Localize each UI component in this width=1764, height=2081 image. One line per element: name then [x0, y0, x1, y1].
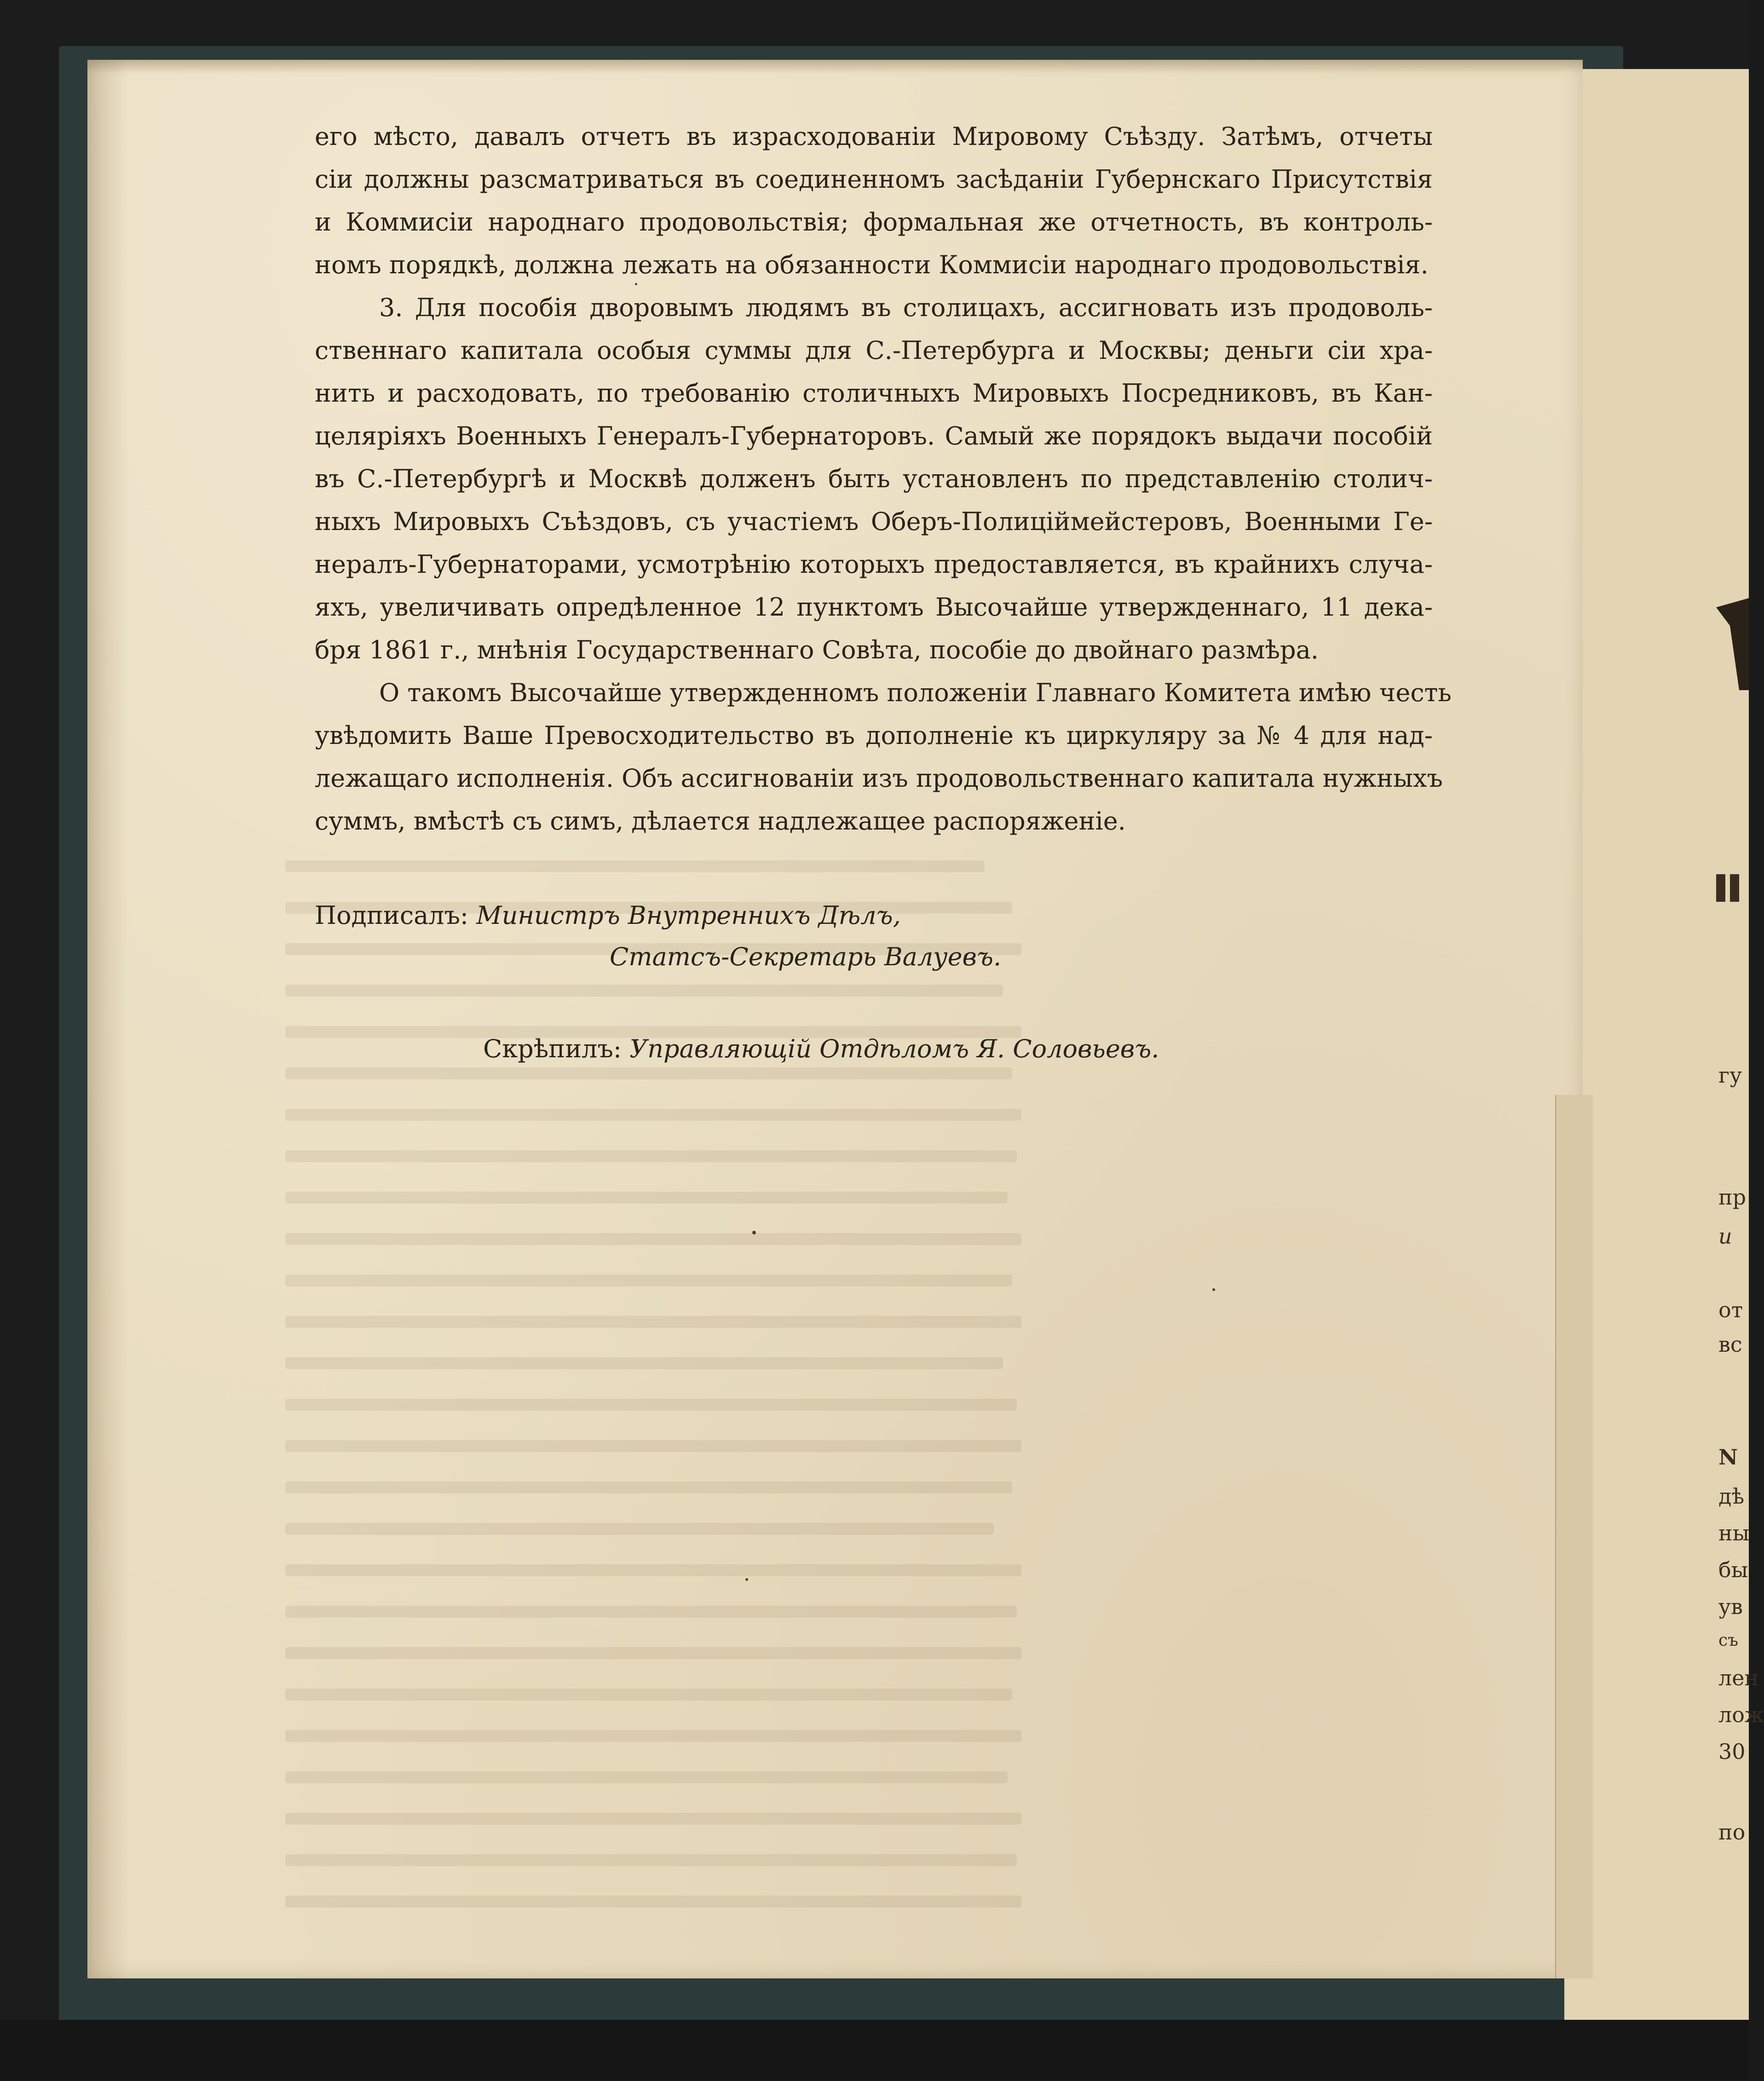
fragment: по	[1718, 1820, 1746, 1845]
text-line: въ С.-Петербургѣ и Москвѣ долженъ быть установленъ по представленію столич-	[315, 464, 1433, 493]
bleed-line	[285, 1440, 1021, 1452]
bleed-line	[285, 1150, 1017, 1162]
bleed-line	[285, 860, 985, 872]
bleed-line	[285, 1316, 1021, 1328]
bleed-line	[285, 1606, 1017, 1618]
text-line: сіи должны разсматриваться въ соединенномъ засѣданіи Губернскаго Присутствія	[315, 165, 1433, 194]
bleed-line	[285, 1109, 1021, 1121]
bleed-line	[285, 1274, 1012, 1286]
bleed-line	[285, 1192, 1008, 1204]
ornament-fragment-icon	[1712, 598, 1749, 690]
text-line: ныхъ Мировыхъ Съѣздовъ, съ участіемъ Оберъ-Полиціймейстеровъ, Военными Ге-	[315, 507, 1433, 536]
text-line: ственнаго капитала особыя суммы для С.-Петербурга и Москвы; деньги сіи хра-	[315, 336, 1433, 365]
paper-speck	[1212, 1288, 1215, 1291]
page-gutter-shadow	[87, 60, 129, 1978]
bleed-line	[285, 1523, 994, 1535]
text-line: яхъ, увеличивать опредѣленное 12 пунктомъ Высочайше утвержденнаго, 11 дека-	[315, 593, 1433, 622]
text-line: суммъ, вмѣстѣ съ симъ, дѣлается надлежащее распоряженіе.	[315, 807, 1126, 836]
fragment: от	[1718, 1297, 1743, 1322]
scanner-bottom-band	[0, 2020, 1749, 2081]
fragment: вс	[1718, 1332, 1742, 1357]
signer-name: Статсъ-Секретарь Валуевъ.	[610, 942, 1002, 971]
paragraph-2	[315, 286, 1433, 671]
paper-speck	[635, 283, 637, 285]
fragment: и	[1718, 1224, 1732, 1249]
page-torn-edge	[1555, 1095, 1593, 1978]
bleed-line	[285, 1771, 1008, 1783]
page-top-edge	[87, 60, 1583, 74]
text-line: 3. Для пособія дворовымъ людямъ въ столицахъ, ассигновать изъ продоволь-	[379, 293, 1433, 322]
paper-speck	[745, 1578, 748, 1581]
text-line: его мѣсто, давалъ отчетъ въ израсходованіи Мировому Съѣзду. Затѣмъ, отчеты	[315, 122, 1433, 151]
signature-line-1	[315, 897, 901, 934]
paper-speck	[752, 1231, 756, 1234]
fragment: дѣ	[1718, 1484, 1745, 1509]
bleed-line	[285, 1730, 1021, 1742]
text-line: нить и расходовать, по требованію столичныхъ Мировыхъ Посредниковъ, въ Кан-	[315, 379, 1433, 408]
bleed-line	[285, 1067, 1012, 1079]
bleed-line	[285, 1689, 1012, 1701]
fragment: ув	[1718, 1594, 1743, 1619]
fragment: N	[1718, 1445, 1738, 1470]
bleed-line	[285, 1564, 1021, 1576]
fragment: съ	[1718, 1631, 1739, 1650]
countersignature	[483, 1031, 1159, 1067]
text-line: целяріяхъ Военныхъ Генералъ-Губернаторовъ. Самый же порядокъ выдачи пособій	[315, 421, 1433, 450]
text-line: лежащаго исполненія. Объ ассигнованіи изъ продовольственнаго капитала нужныхъ	[315, 764, 1443, 793]
paragraph-1	[315, 115, 1433, 286]
fragment: пр	[1718, 1185, 1747, 1210]
bleed-line	[285, 1647, 1021, 1659]
bleed-line	[285, 985, 1003, 997]
fragment: ны	[1718, 1521, 1750, 1545]
countersigner-name: Управляющій Отдѣломъ Я. Соловьевъ.	[629, 1034, 1159, 1063]
paragraph-3	[315, 671, 1452, 842]
text-line: бря 1861 г., мнѣнія Государственнаго Совѣта, пособіе до двойнаго размѣра.	[315, 635, 1319, 664]
countersigned-label: Скрѣпилъ:	[483, 1034, 622, 1063]
fragment: бы	[1718, 1557, 1748, 1582]
fragment: лен	[1718, 1666, 1759, 1690]
fragment: гу	[1718, 1063, 1742, 1088]
bleed-line	[285, 1854, 1017, 1866]
document-body	[315, 115, 1452, 842]
fragment: лож	[1718, 1702, 1764, 1727]
signed-label: Подписалъ:	[315, 901, 469, 930]
bleed-line	[285, 1357, 1003, 1369]
signature-line-2	[610, 939, 1001, 975]
signer-title: Министръ Внутреннихъ Дѣлъ,	[476, 901, 901, 930]
bleed-line	[285, 1813, 1021, 1825]
text-line: увѣдомить Ваше Превосходительство въ дополненіе къ циркуляру за № 4 для над-	[315, 721, 1433, 750]
fragment: 30	[1718, 1739, 1746, 1764]
bleed-line	[285, 1896, 1021, 1908]
text-line: О такомъ Высочайше утвержденномъ положеніи Главнаго Комитета имѣю честь	[379, 678, 1452, 707]
text-line: номъ порядкѣ, должна лежать на обязанности Коммисіи народнаго продовольствія.	[315, 250, 1429, 279]
text-line: нералъ-Губернаторами, усмотрѣнію которыхъ предоставляется, въ крайнихъ случа-	[315, 550, 1433, 579]
heading-fragment-icon	[1716, 870, 1749, 906]
bleed-line	[285, 1481, 1012, 1493]
bleed-line	[285, 1233, 1021, 1245]
text-line: и Коммисіи народнаго продовольствія; формальная же отчетность, въ контроль-	[315, 208, 1433, 236]
bleed-line	[285, 1399, 1017, 1411]
